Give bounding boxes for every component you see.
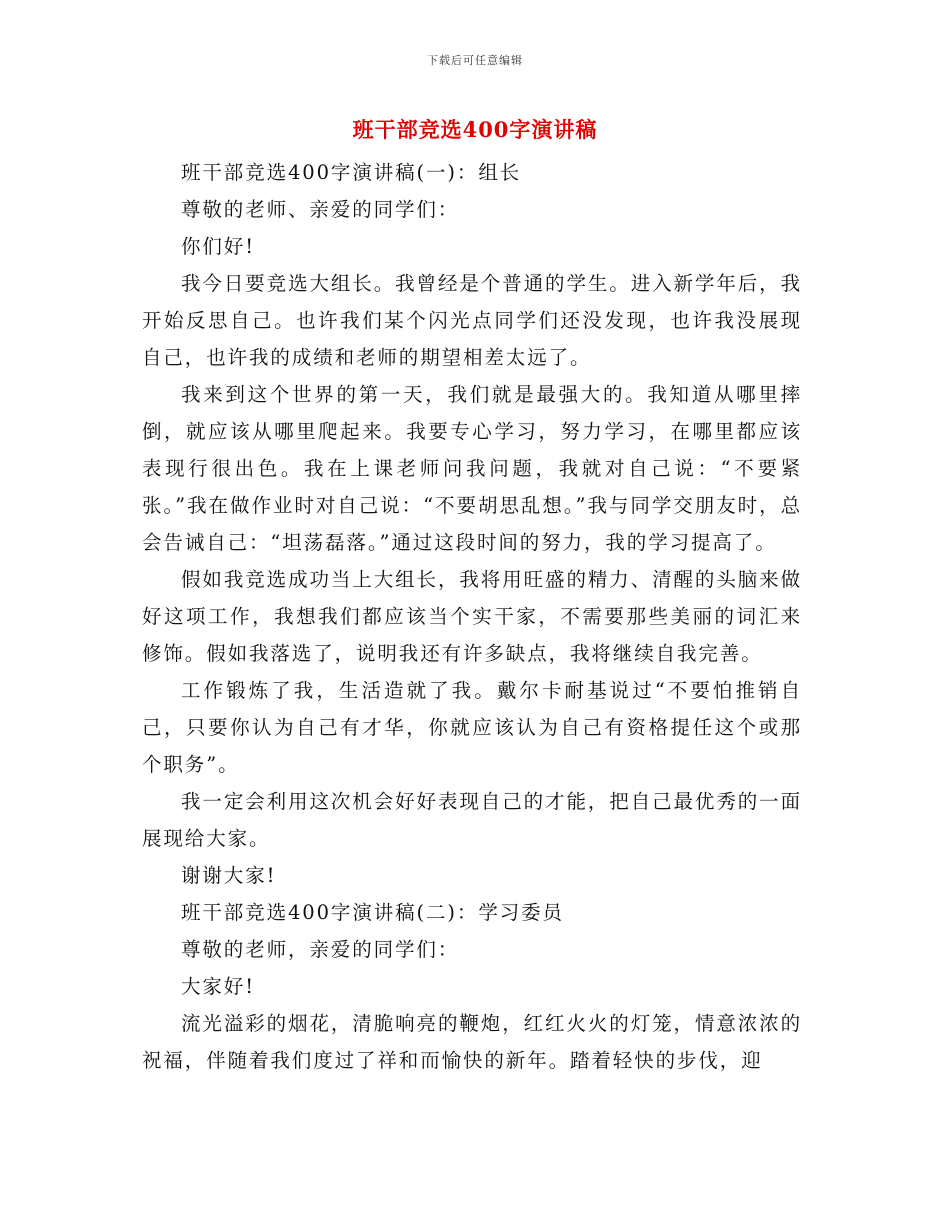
body-paragraph: 我一定会利用这次机会好好表现自己的才能，把自己最优秀的一面展现给大家。 (142, 790, 802, 850)
section-heading-1: 班干部竞选400字演讲稿(一)：组长 (181, 161, 522, 184)
body-paragraph: 假如我竞选成功当上大组长，我将用旺盛的精力、清醒的头脑来做好这项工作，我想我们都应该当个实干家，不需要那些美丽的词汇来修饰。假如我落选了，说明我还有许多缺点，我将继续自我完善。 (142, 568, 802, 665)
greeting: 大家好! (181, 975, 255, 998)
body-paragraph: 工作锻炼了我，生活造就了我。戴尔卡耐基说过“不要怕推销自己，只要你认为自己有才华，你就应该认为自己有资格提任这个或那个职务”。 (142, 679, 802, 776)
page-header: 下载后可任意编辑 (427, 54, 523, 67)
document-body (142, 154, 802, 1079)
section-heading-2: 班干部竞选400字演讲稿(二)：学习委员 (181, 901, 564, 924)
closing: 谢谢大家! (181, 864, 277, 887)
salutation: 尊敬的老师，亲爱的同学们： (181, 938, 460, 961)
document-title: 班干部竞选400字演讲稿 (352, 117, 598, 142)
body-paragraph: 流光溢彩的烟花，清脆响亮的鞭炮，红红火火的灯笼，情意浓浓的祝福，伴随着我们度过了祥和而愉快的新年。踏着轻快的步伐，迎 (142, 1012, 802, 1072)
greeting: 你们好! (181, 235, 255, 258)
body-paragraph: 我今日要竞选大组长。我曾经是个普通的学生。进入新学年后，我开始反思自己。也许我们某个闪光点同学们还没发现，也许我没展现自己，也许我的成绩和老师的期望相差太远了。 (142, 272, 802, 369)
body-paragraph: 我来到这个世界的第一天，我们就是最强大的。我知道从哪里摔倒，就应该从哪里爬起来。我要专心学习，努力学习，在哪里都应该表现行很出色。我在上课老师问我问题，我就对自己说：“不要紧张。”我在做作业时对自己说：“不要胡思乱想。”我与同学交朋友时，总会告诫自己：“坦荡磊落。”通过这段时间的努力，我的学习提高了。 (142, 383, 802, 554)
salutation: 尊敬的老师、亲爱的同学们： (181, 198, 460, 221)
